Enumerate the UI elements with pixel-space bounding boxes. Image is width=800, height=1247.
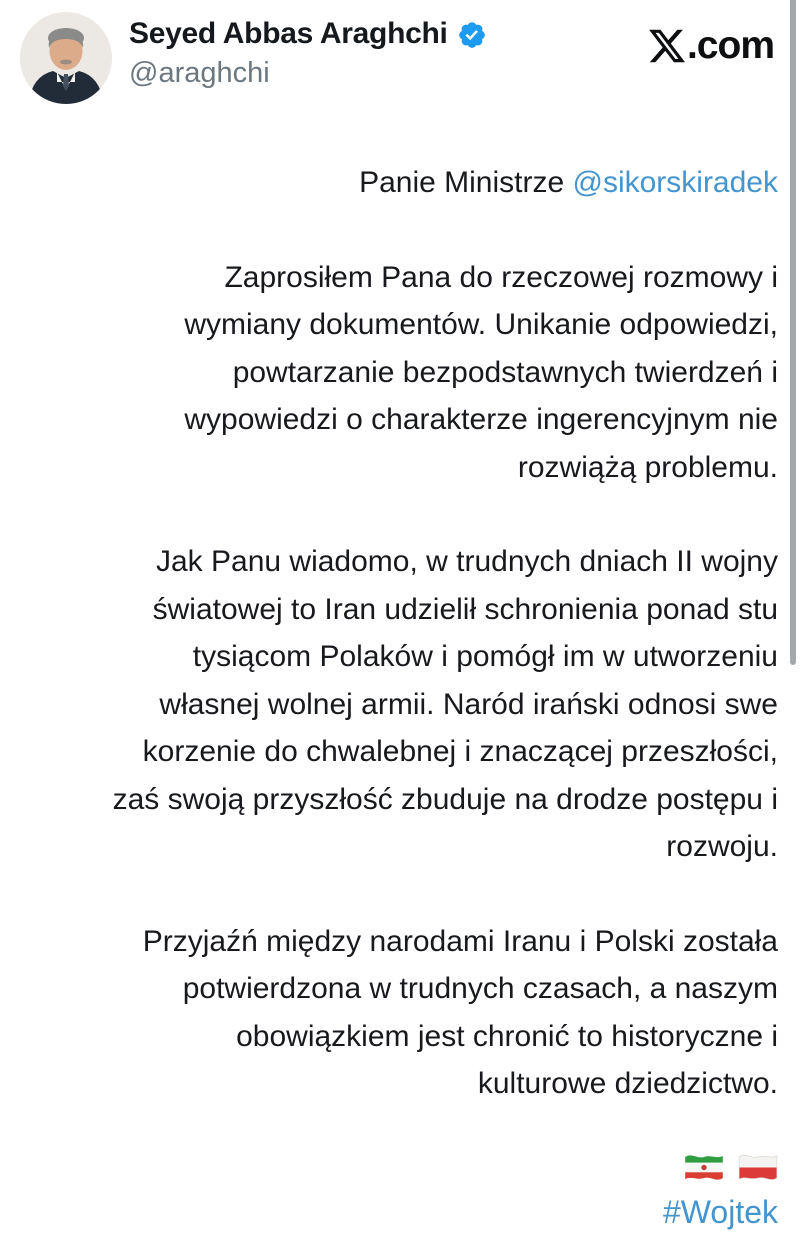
tweet-header (0, 0, 800, 104)
scrollbar[interactable] (790, 0, 796, 665)
greeting-text: Panie Ministrze (359, 166, 573, 199)
text-line: wymiany dokumentów. Unikanie odpowiedzi, (184, 308, 778, 341)
text-line: korzenie do chwalebnej i znaczącej przeszłości, (142, 735, 778, 768)
text-line: Przyjaźń między narodami Iranu i Polski została (142, 924, 778, 958)
verified-badge-icon (457, 20, 487, 50)
hashtag-link[interactable]: #Wojtek (662, 1193, 778, 1230)
text-line: rozwoju. (666, 830, 778, 863)
display-name[interactable]: Seyed Abbas Araghchi (129, 17, 448, 50)
text-line: własnej wolnej armii. Naród irański odnosi swe (159, 687, 778, 721)
text-line: tysiącom Polaków i pomógł im w utworzeniu (192, 640, 778, 673)
text-line: powtarzanie bezpodstawnych twierdzeń i (232, 355, 778, 389)
text-line: wypowiedzi o charakterze ingerencyjnym nie (184, 403, 778, 436)
tweet-body (0, 159, 800, 1108)
text-line: światowej to Iran udzielił schronienia ponad stu (152, 592, 778, 626)
poland-flag-emoji (738, 1152, 778, 1183)
text-line: potwierdzona w trudnych czasach, a naszym (182, 972, 778, 1005)
user-info (129, 12, 487, 90)
user-handle[interactable]: @araghchi (129, 57, 270, 89)
greeting-line (14, 159, 778, 207)
iran-flag-emoji (684, 1152, 724, 1183)
site-watermark (647, 12, 774, 68)
text-line: zaś swoją przyszłość zbuduje na drodze postępu i (112, 782, 778, 816)
text-line: Jak Panu wiadomo, w trudnych dniach II wojny (156, 545, 778, 578)
x-logo-icon (647, 26, 687, 66)
text-line: kulturowe dziedzictwo. (477, 1067, 778, 1100)
paragraph (14, 918, 778, 1108)
mention-link[interactable]: @sikorskiradek (572, 166, 778, 199)
paragraph (14, 538, 778, 871)
paragraph (14, 254, 778, 492)
text-line: rozwiążą problemu. (517, 450, 778, 484)
hashtag-line (0, 1189, 800, 1236)
text-line: Zaprosiłem Pana do rzeczowej rozmowy i (224, 260, 778, 294)
avatar[interactable] (20, 12, 112, 104)
avatar-image (20, 12, 112, 104)
flags-row (0, 1152, 800, 1183)
text-line: obowiązkiem jest chronić to historyczne i (236, 1019, 778, 1053)
site-suffix-label: .com (686, 24, 774, 67)
